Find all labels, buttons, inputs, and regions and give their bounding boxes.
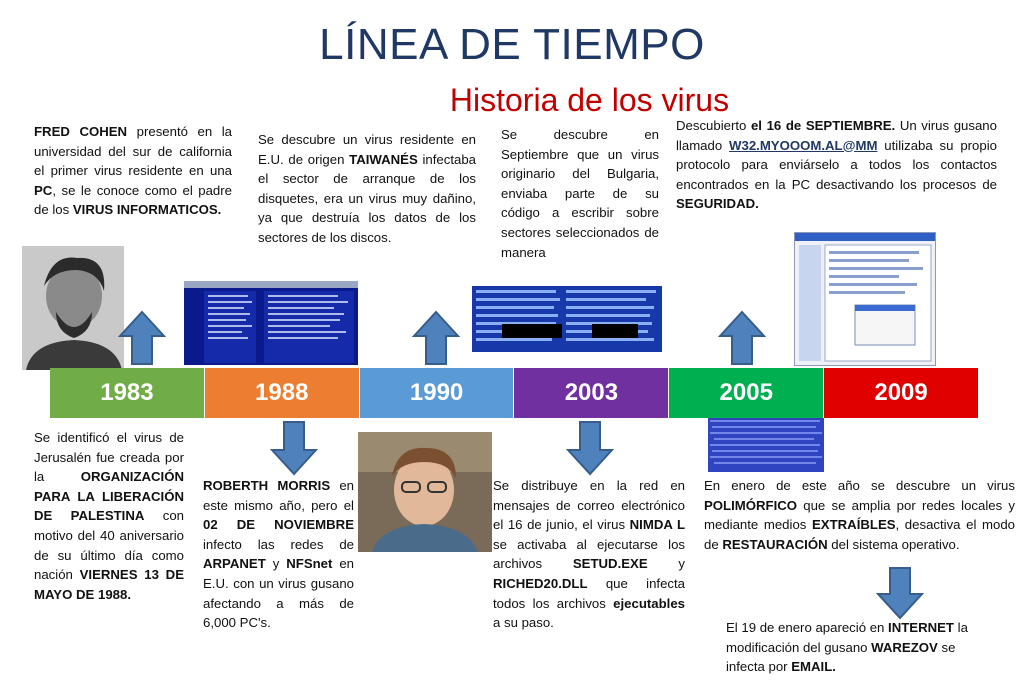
text-span: infectaba el sector de arranque de los disquetes, era un virus muy dañino, ya que destruía los datos de los sectores de los discos. [258,151,477,245]
arrow-down-icon [270,420,318,476]
timeline-year-2003: 2003 [514,368,669,418]
bold-seguridad: SEGURIDAD. [676,196,759,212]
text-span: en E.U. con un virus gusano afectando a más de 6,000 PC's. [203,556,354,631]
text-span: Descubierto [676,118,751,133]
text-span: y [647,556,685,572]
text-span: utilizaba su propio protocolo para enviárselo a todos los contactos encontrados en la PC desactivando los procesos de [676,137,997,192]
bold-riched20: RICHED20.DLL [493,575,588,591]
bold-taiwanes: TAIWANÉS [349,151,418,167]
text-jerusalem-virus [34,428,184,604]
text-taiwan-virus [258,130,476,248]
arrow-down-icon [566,420,614,476]
text-span: a su paso. [493,615,554,631]
text-span: El 19 de enero apareció en [726,620,889,635]
text-span: con motivo del 40 aniversario de su último día como nación [34,508,184,583]
portrait-icon [22,246,124,370]
timeline-year-2005: 2005 [669,368,824,418]
text-bulgaria-virus: Se descubre en Septiembre que un virus originario del Bulgaria, enviaba parte de su código a escribir sobre sectores seleccionados de manera [501,127,659,260]
text-span: en este mismo año, pero el [203,478,354,513]
arrow-up-icon [718,310,766,366]
text-span: la modificación del gusano [726,620,968,655]
arrow-up-icon [412,310,460,366]
text-span: , se le conoce como el padre de los [34,182,232,218]
text-span: Un virus gusano llamado [676,118,997,153]
text-span: Se distribuye en la red en mensajes de correo electrónico el 16 de junio, el virus [493,478,685,533]
noise-icon [708,416,824,472]
bold-ejecutables: ejecutables [613,595,685,611]
text-span: que infecta todos los archivos [493,575,685,611]
text-span: se infecta por [726,639,956,675]
bold-fred-cohen: FRED COHEN [34,124,128,139]
arrow-up-icon [118,310,166,366]
bold-email: EMAIL. [791,659,836,675]
arrow-down-icon [876,566,924,620]
portrait-icon [358,432,492,552]
bold-arpanet: ARPANET [203,556,266,572]
text-span: se activaba al ejecutarse los archivos [493,536,685,572]
photo-robert-morris [358,432,492,552]
text-nimda-virus [493,476,685,633]
windows-dialog-icon [795,233,935,365]
bold-viernes-13: VIERNES 13 DE MAYO DE 1988. [34,567,184,602]
photo-fred-cohen [22,246,124,370]
screenshot-dos-file-manager [184,281,358,365]
text-robert-morris [203,476,354,633]
text-span: En enero de este año se descubre un virus [704,478,1015,493]
bold-pc: PC [34,182,53,198]
text-myoooom-virus [676,116,997,214]
timeline-year-1983: 1983 [50,368,205,418]
text-span: y [265,556,287,572]
bold-olp: ORGANIZACIÓN PARA LA LIBERACIÓN DE PALESTINA [34,469,184,524]
screenshot-virus-noise [708,416,824,472]
text-warezov-virus [726,618,994,677]
hex-dump-icon [472,286,662,352]
bold-nfsnet: NFSnet [286,556,333,572]
bold-extraibles: EXTRAÍBLES [812,517,896,533]
text-span: Se descubre un virus residente en E.U. de origen [258,132,476,167]
text-span: , desactiva el modo de [704,517,1016,552]
bold-setud-exe: SETUD.EXE [572,556,648,572]
page-title: LÍNEA DE TIEMPO [319,20,705,69]
timeline-bar [50,368,978,418]
bold-virus-informaticos: VIRUS INFORMATICOS. [72,202,222,218]
text-span: presentó en la universidad del sur de california el primer virus residente en una [34,124,232,179]
text-span: del sistema operativo. [827,536,960,552]
text-polimorfico-virus [704,476,1015,554]
screenshot-hex-dump [472,286,662,352]
bold-internet: INTERNET [888,620,954,635]
screenshot-windows-dialog [794,232,936,366]
text-span: infecto las redes de [203,536,354,552]
link-w32-myooom[interactable]: W32.MYOOOM.AL@MM [729,137,878,153]
page-subtitle: Historia de los virus [449,82,730,118]
bold-02-noviembre: 02 DE NOVIEMBRE [203,517,354,533]
timeline-year-1988: 1988 [205,368,360,418]
bold-roberth-morris: ROBERTH MORRIS [203,478,331,493]
bold-restauracion: RESTAURACIÓN [722,536,828,552]
bold-warezov: WAREZOV [871,639,938,655]
text-fred-cohen [34,122,232,220]
timeline-year-2009: 2009 [824,368,978,418]
bold-polimorfico: POLIMÓRFICO [704,497,798,513]
timeline-year-1990: 1990 [360,368,515,418]
text-span: Se identificó el virus de Jerusalén fue creada por la [34,430,184,485]
bold-nimda: NIMDA L [629,517,686,533]
text-span: que se amplia por redes locales y mediante medios [704,497,1015,533]
bold-16-septiembre: el 16 de SEPTIEMBRE. [750,118,896,133]
dos-screen-icon [184,281,358,365]
